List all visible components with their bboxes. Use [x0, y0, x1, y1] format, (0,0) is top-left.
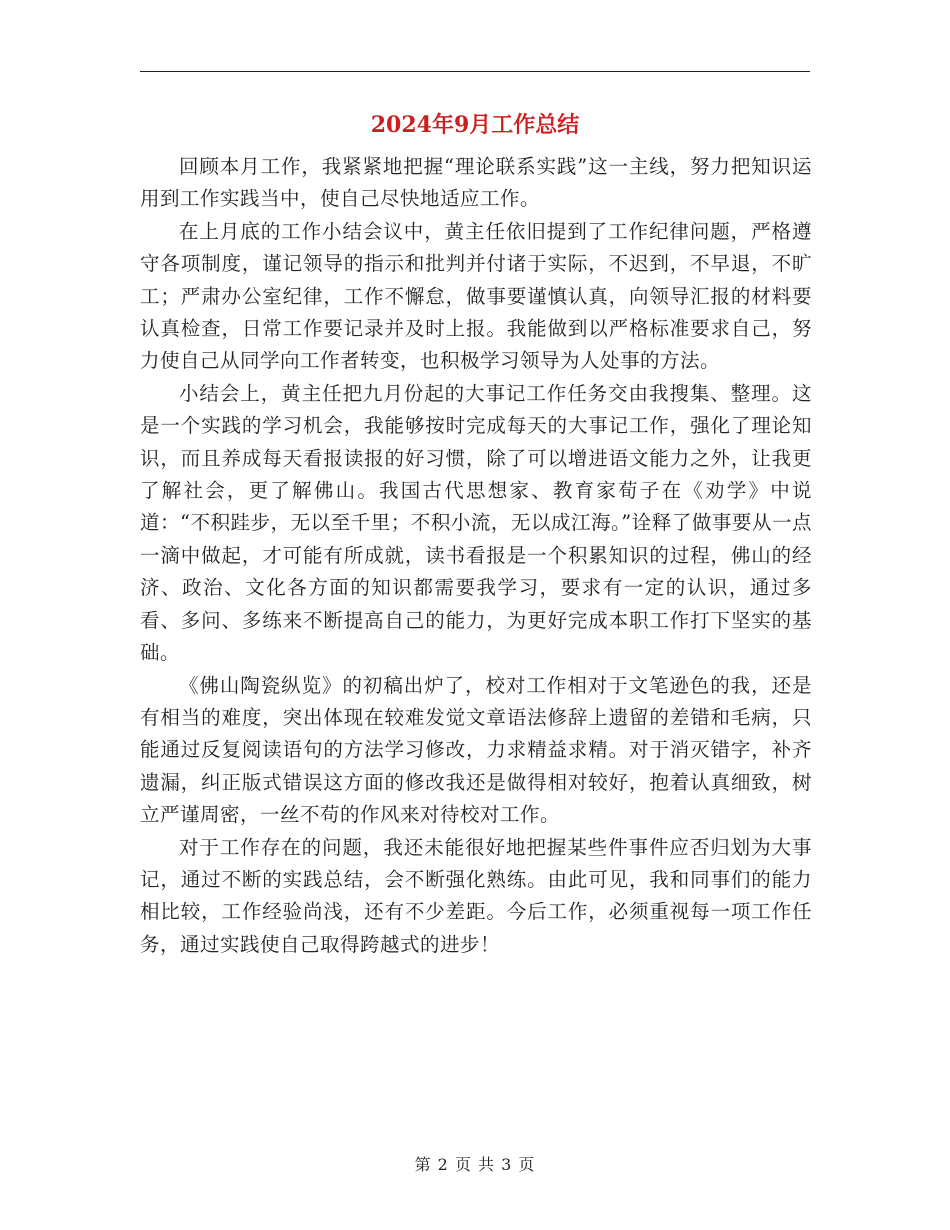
paragraph-chronicle: 小结会上，黄主任把九月份起的大事记工作任务交由我搜集、整理。这是一个实践的学习机会，我能够按时完成每天的大事记工作，强化了理论知识，而且养成每天看报读报的好习惯，除了可以增进语文能力之外，让我更了解社会，更了解佛山。我国古代思想家、教育家荀子在《劝学》中说道：“不积跬步，无以至千里；不积小流，无以成江海。”诠释了做事要从一点一滴中做起，才可能有所成就，读书看报是一个积累知识的过程，佛山的经济、政治、文化各方面的知识都需要我学习，要求有一定的认识，通过多看、多问、多练来不断提高自己的能力，为更好完成本职工作打下坚实的基础。: [140, 381, 812, 665]
paragraph-review: 回顾本月工作，我紧紧地把握“理论联系实践”这一主线，努力把知识运用到工作实践当中，使自己尽快地适应工作。: [140, 155, 812, 211]
document-title: 2024年9月工作总结: [370, 112, 580, 138]
paragraph-discipline: 在上月底的工作小结会议中，黄主任依旧提到了工作纪律问题，严格遵守各项制度，谨记领导的指示和批判并付诸于实际，不迟到，不早退，不旷工；严肃办公室纪律，工作不懈怠，做事要谨慎认真，向领导汇报的材料要认真检查，日常工作要记录并及时上报。我能做到以严格标准要求自己，努力使自己从同学向工作者转变，也积极学习领导为人处事的方法。: [140, 219, 812, 373]
paragraph-problems: 对于工作存在的问题，我还未能很好地把握某些件事件应否归划为大事记，通过不断的实践总结，会不断强化熟练。由此可见，我和同事们的能力相比较，工作经验尚浅，还有不少差距。今后工作，必须重视每一项工作任务，通过实践使自己取得跨越式的进步！: [140, 835, 812, 956]
paragraph-proofreading: 《佛山陶瓷纵览》的初稿出炉了，校对工作相对于文笔逊色的我，还是有相当的难度，突出体现在较难发觉文章语法修辞上遗留的差错和毛病，只能通过反复阅读语句的方法学习修改，力求精益求精。对于消灭错字，补齐遗漏，纠正版式错误这方面的修改我还是做得相对较好，抱着认真细致，树立严谨周密，一丝不苟的作风来对待校对工作。: [140, 673, 812, 827]
header-rule: [140, 71, 810, 72]
page-number: 第 2 页 共 3 页: [414, 1155, 536, 1174]
document-body: [140, 151, 812, 961]
